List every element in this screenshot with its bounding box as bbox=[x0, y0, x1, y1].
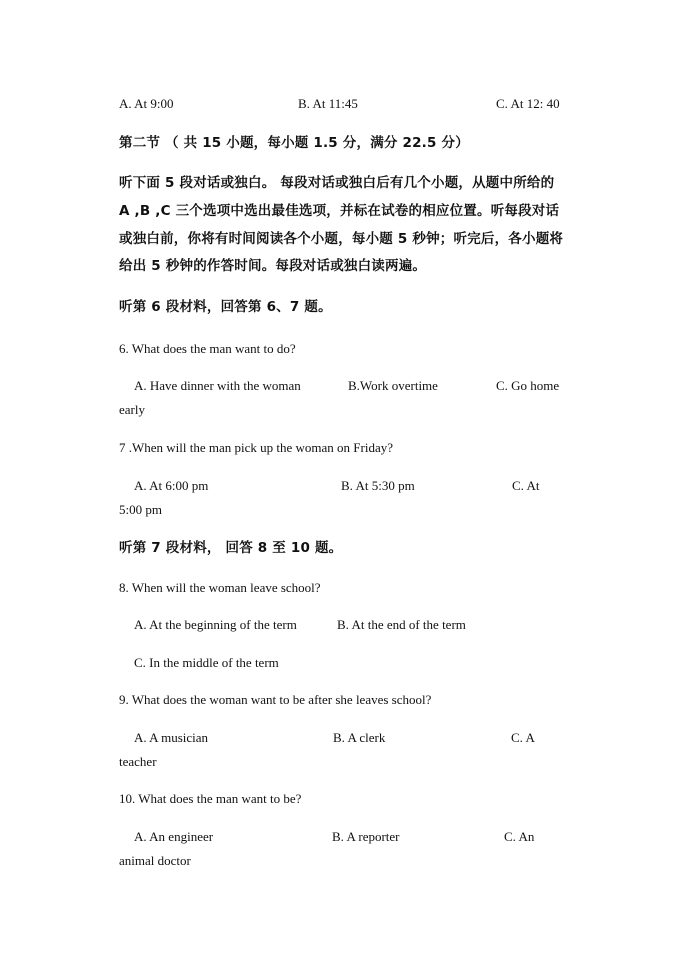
q8-option-a: A. At the beginning of the term bbox=[134, 617, 297, 632]
q6-option-c-continued: early bbox=[119, 402, 145, 417]
section-title: 第二节 （ 共 15 小题，每小题 1.5 分，满分 22.5 分） bbox=[119, 135, 469, 151]
q7-option-b: B. At 5:30 pm bbox=[341, 478, 415, 493]
q7-stem: 7 .When will the man pick up the woman on Friday? bbox=[119, 440, 394, 455]
q6-option-a: A. Have dinner with the woman bbox=[134, 378, 301, 393]
q8-option-b: B. At the end of the term bbox=[337, 617, 466, 632]
q7-option-c-continued: 5:00 pm bbox=[119, 502, 162, 517]
q9-option-a: A. A musician bbox=[134, 730, 209, 745]
instruction-line-4: 给出 5 秒钟的作答时间。每段对话或独白读两遍。 bbox=[119, 258, 427, 274]
q10-option-c: C. An bbox=[504, 829, 535, 844]
instruction-line-2: A ,B ,C 三个选项中选出最佳选项，并标在试卷的相应位置。听每段对话 bbox=[119, 203, 560, 219]
q9-stem: 9. What does the woman want to be after she leaves school? bbox=[119, 692, 432, 707]
q7-option-c: C. At bbox=[512, 478, 540, 493]
q5-option-b: B. At 11:45 bbox=[298, 96, 358, 111]
q6-option-b: B.Work overtime bbox=[348, 378, 438, 393]
passage7-heading: 听第 7 段材料， 回答 8 至 10 题。 bbox=[119, 540, 343, 556]
q10-option-b: B. A reporter bbox=[332, 829, 400, 844]
q8-stem: 8. When will the woman leave school? bbox=[119, 580, 321, 595]
q5-option-a: A. At 9:00 bbox=[119, 96, 174, 111]
q6-stem: 6. What does the man want to do? bbox=[119, 341, 296, 356]
q10-option-c-continued: animal doctor bbox=[119, 853, 191, 868]
q9-option-b: B. A clerk bbox=[333, 730, 386, 745]
instruction-line-3: 或独白前，你将有时间阅读各个小题，每小题 5 秒钟；听完后，各小题将 bbox=[119, 231, 564, 247]
q9-option-c: C. A bbox=[511, 730, 535, 745]
q7-option-a: A. At 6:00 pm bbox=[134, 478, 209, 493]
q9-option-c-continued: teacher bbox=[119, 754, 157, 769]
q10-stem: 10. What does the man want to be? bbox=[119, 791, 302, 806]
passage6-heading: 听第 6 段材料，回答第 6、7 题。 bbox=[119, 299, 332, 315]
q8-option-c: C. In the middle of the term bbox=[134, 655, 279, 670]
q10-option-a: A. An engineer bbox=[134, 829, 214, 844]
q6-option-c: C. Go home bbox=[496, 378, 560, 393]
instruction-line-1: 听下面 5 段对话或独白。 每段对话或独白后有几个小题，从题中所给的 bbox=[119, 175, 555, 191]
q5-option-c: C. At 12: 40 bbox=[496, 96, 560, 111]
